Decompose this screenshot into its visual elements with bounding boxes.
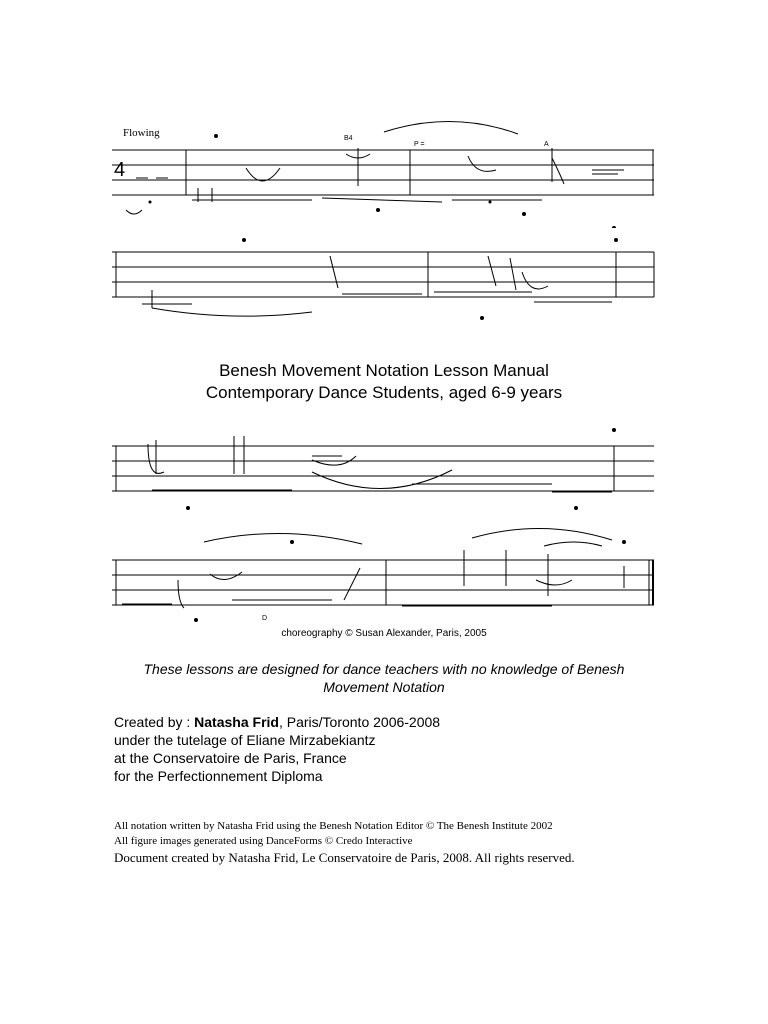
created-by-line bbox=[114, 713, 440, 731]
diploma-line: for the Perfectionnement Diploma bbox=[114, 768, 323, 784]
mark-b4: B4 bbox=[344, 135, 353, 142]
footer-copyright: Document created by Natasha Frid, Le Conservatoire de Paris, 2008. All rights reserved. bbox=[114, 850, 575, 865]
time-signature: 4 bbox=[114, 159, 126, 181]
footer-notation-credit: All notation written by Natasha Frid using the Benesh Notation Editor © The Benesh Institute 2002 bbox=[114, 820, 553, 832]
title-line-1: Benesh Movement Notation Lesson Manual bbox=[219, 361, 549, 380]
mark-d: D bbox=[262, 615, 268, 622]
tempo-marking: Flowing bbox=[123, 127, 160, 139]
notation-staff-2 bbox=[112, 232, 656, 324]
notation-staff-3 bbox=[112, 420, 656, 520]
notation-staff-4 bbox=[112, 520, 656, 626]
notation-staff-1 bbox=[112, 118, 656, 228]
footer-figure-credit: All figure images generated using DanceForms © Credo Interactive bbox=[114, 835, 413, 847]
tutelage-line: under the tutelage of Eliane Mirzabekiantz bbox=[114, 732, 376, 748]
choreography-credit: choreography © Susan Alexander, Paris, 2005 bbox=[281, 628, 487, 639]
author-name: Natasha Frid bbox=[194, 714, 279, 730]
created-place-dates: , Paris/Toronto 2006-2008 bbox=[278, 714, 441, 730]
institution-line: at the Conservatoire de Paris, France bbox=[114, 750, 347, 766]
intro-text: These lessons are designed for dance teachers with no knowledge of Benesh Movement Notation bbox=[143, 661, 625, 695]
mark-p: P = bbox=[414, 141, 425, 148]
mark-a: A bbox=[544, 141, 549, 148]
title-line-2: Contemporary Dance Students, aged 6-9 years bbox=[205, 383, 563, 402]
created-by-label: Created by : bbox=[114, 714, 195, 730]
